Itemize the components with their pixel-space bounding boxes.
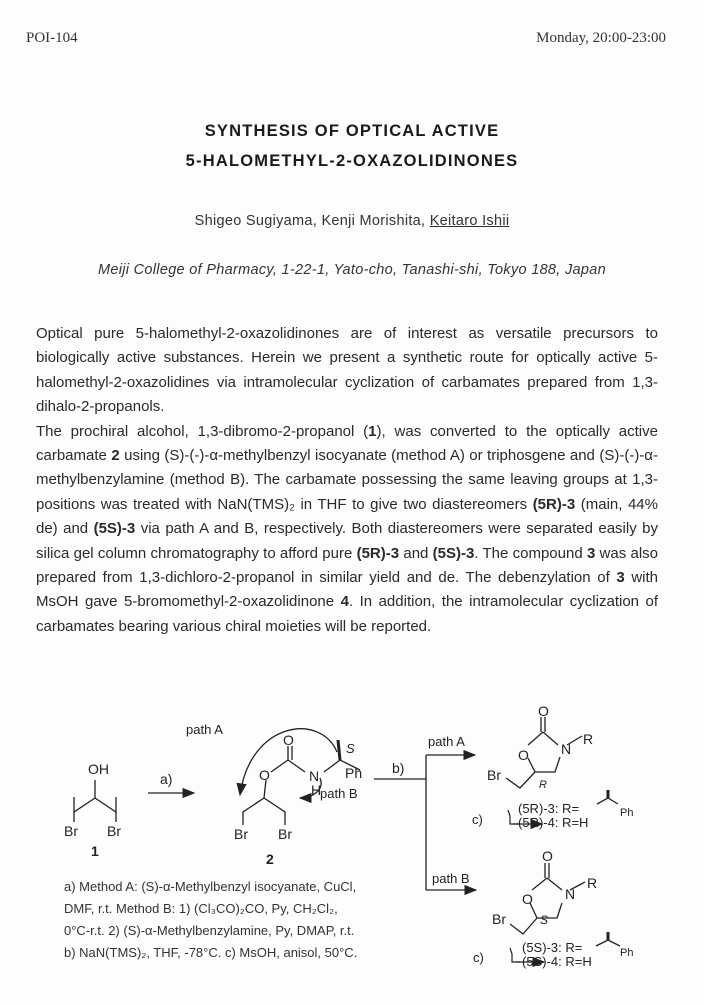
prodS-br: Br (492, 911, 506, 927)
cmpd2-n: N (309, 768, 320, 784)
condition-line: DMF, r.t. Method B: 1) (Cl₃CO)₂CO, Py, CH₂Cl₂, (64, 901, 338, 916)
prodS-n: N (565, 886, 576, 902)
cmpd2-label: 2 (266, 851, 274, 867)
cmpd2-o: O (259, 767, 270, 783)
session-time: Monday, 20:00-23:00 (536, 30, 666, 46)
prodR-line-4: (5R)-4: R=H (518, 815, 589, 830)
prodS-ph: Ph (620, 947, 634, 959)
abstract-paragraph-2: The prochiral alcohol, 1,3-dibromo-2-propanol (1), was converted to the optically active carbamate 2 using (S)-(-)-α-methylbenzyl isocyanate (method A) or triphosgene and (S)-(-)-α-methylbenzylamine (method B). The carbamate possessing the same leaving groups at 1,3-positions was treated with NaN(TMS)₂ in THF to give two diastereomers (5R)-3 (main, 44% de) and (5S)-3 via path A and B, respectively. Both diastereomers were separated easily by silica gel column chromatography to afford pure (5R)-3 and (5S)-3. The compound 3 was also prepared from 1,3-dichloro-2-propanol in similar yield and de. The debenzylation of 3 with MsOH gave 5-bromomethyl-2-oxazolidinone 4. In addition, the intramolecular cyclization of carbamates bearing various chiral moieties will be reported. (36, 422, 659, 635)
prodR-ph: Ph (620, 807, 634, 819)
prodR-stereo: R (539, 779, 547, 791)
cmpd2-s: S (346, 741, 355, 756)
cmpd1-label: 1 (91, 843, 99, 859)
cmpd2-br-left: Br (234, 826, 248, 842)
cmpd2-h: H (311, 782, 322, 798)
abstract-paragraph-1: Optical pure 5-halomethyl-2-oxazolidinones are of interest as versatile precursors to biologically active substances. Herein we present a synthetic route for optically active 5-halomethyl-2-oxazolidines via intramolecular cyclization of carbamates prepared from 1,3-dihalo-2-propanols. (36, 325, 658, 416)
prodS-line-3: (5S)-3: R= (522, 940, 583, 955)
cmpd1-br-left: Br (64, 823, 78, 839)
path-b-label: path B (432, 871, 470, 886)
prodR-line-3: (5R)-3: R= (518, 801, 580, 816)
arrow-a-label: a) (160, 771, 173, 787)
authors (0, 213, 704, 229)
cmpd1-br-right: Br (107, 823, 121, 839)
prodS-line-4: (5S)-4: R=H (522, 954, 592, 969)
prodS-stereo: S (540, 913, 549, 927)
prodS-step-c: c) (473, 950, 484, 965)
prodR-br: Br (487, 767, 501, 783)
title-line-2: 5-HALOMETHYL-2-OXAZOLIDINONES (185, 152, 519, 170)
prodS-r: R (587, 875, 598, 891)
path-a-curved-label: path A (186, 722, 223, 737)
poster-code: POI-104 (26, 30, 78, 46)
condition-line: 0°C-r.t. 2) (S)-α-Methylbenzylamine, Py, DMAP, r.t. (64, 923, 355, 938)
presenting-author: Keitaro Ishii (429, 213, 510, 229)
condition-line: a) Method A: (S)-α-Methylbenzyl isocyanate, CuCl, (64, 879, 357, 894)
prodR-step-c: c) (472, 812, 483, 827)
affiliation: Meiji College of Pharmacy, 1-22-1, Yato-cho, Tanashi-shi, Tokyo 188, Japan (98, 262, 606, 278)
prodR-n: N (561, 741, 572, 757)
prodS-carbonyl-o: O (542, 848, 553, 864)
prodR-carbonyl-o: O (538, 703, 549, 719)
reaction-conditions (64, 876, 357, 964)
prodS-ring-o: O (522, 891, 533, 907)
prodR-ring-o: O (518, 747, 529, 763)
path-b-curved-label: path B (320, 786, 358, 801)
path-a-label: path A (428, 734, 465, 749)
prodR-r: R (583, 731, 594, 747)
title-line-1: SYNTHESIS OF OPTICAL ACTIVE (204, 122, 500, 140)
cmpd2-br-right: Br (278, 826, 292, 842)
arrow-b-label: b) (392, 760, 405, 776)
condition-line: b) NaN(TMS)₂, THF, -78°C. c) MsOH, anisol, 50°C. (64, 945, 358, 960)
abstract-body (36, 322, 658, 639)
cmpd2-carbonyl-o: O (283, 732, 294, 748)
compound-1-structure (74, 780, 116, 822)
author-list: Shigeo Sugiyama, Kenji Morishita, (194, 213, 430, 229)
compound-2-structure (240, 729, 363, 825)
cmpd2-ph: Ph (345, 765, 363, 781)
cmpd1-oh: OH (88, 761, 109, 777)
